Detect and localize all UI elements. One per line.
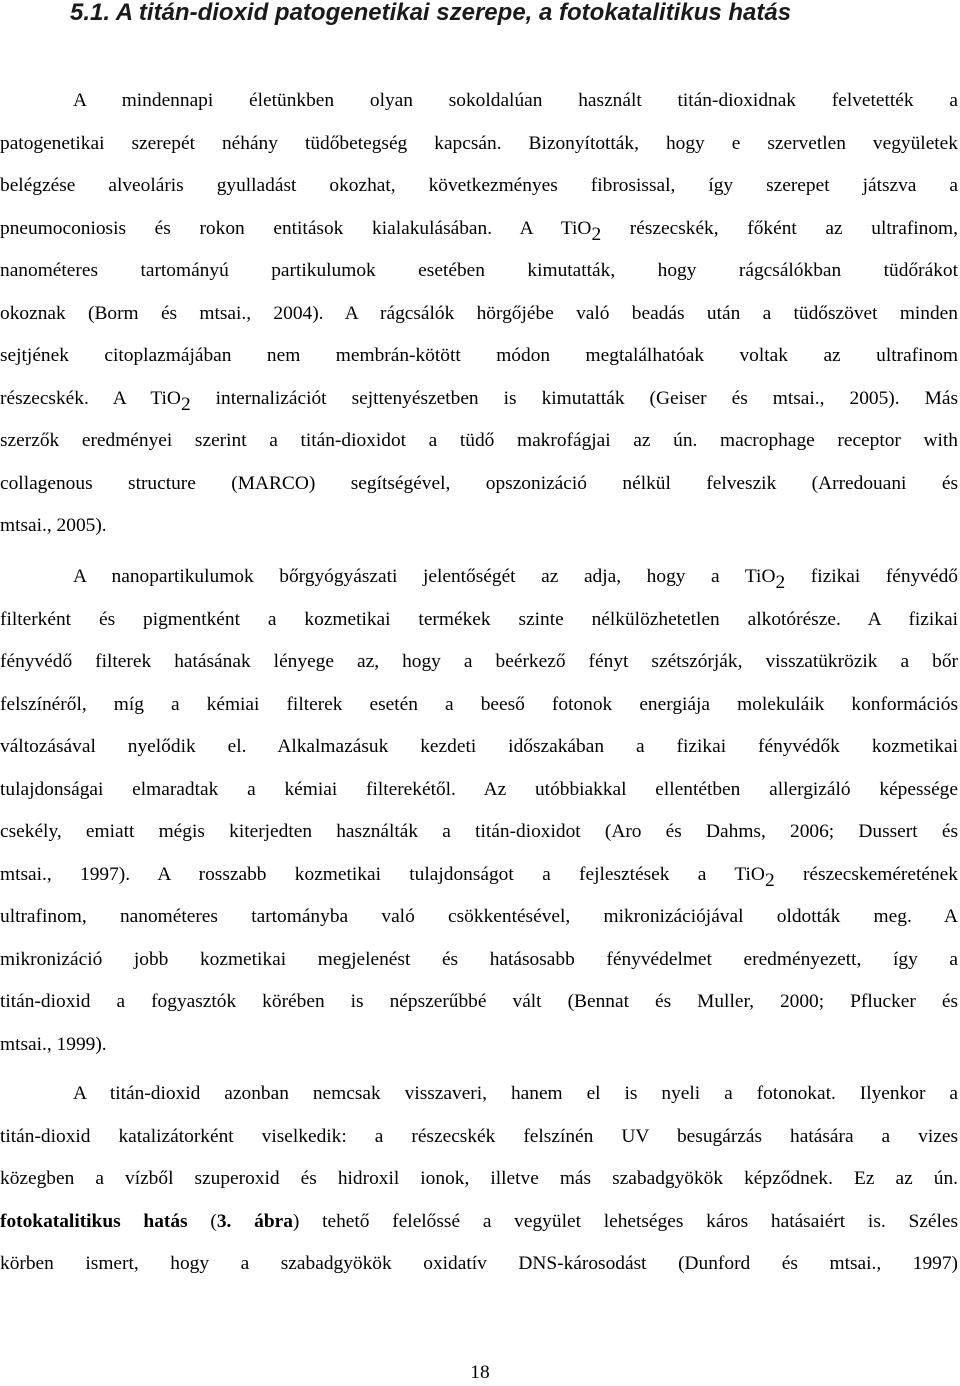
text-line: patogenetikai szerepét néhány tüdőbetegség kapcsán. Bizonyították, hogy e szervetlen vegyületek [0, 132, 958, 154]
text-line: titán-dioxid katalizátorként viselkedik: a részecskék felszínén UV besugárzás hatására a vizes [0, 1125, 958, 1147]
text-line: A mindennapi életünkben olyan sokoldalúan használt titán-dioxidnak felvetették a [73, 90, 958, 111]
text-line: A nanopartikulumok bőrgyógyászati jelentőségét az adja, hogy a TiO2 fizikai fényvédő [73, 566, 958, 593]
paragraph-2 [0, 556, 958, 1066]
text-line: mtsai., 1999). [0, 1033, 107, 1055]
subscript-two: 2 [180, 393, 191, 415]
subscript-two: 2 [764, 869, 775, 891]
emphasis-term: fotokatalitikus hatás [0, 1210, 188, 1232]
text-line: fényvédő filterek hatásának lényege az, hogy a beérkező fényt szétszórják, visszatükrözik a bőr [0, 651, 958, 672]
text-line: ultrafinom, nanométeres tartományba való csökkentésével, mikronizációjával oldották meg. A [0, 906, 958, 927]
text-line: pneumoconiosis és rokon entitások kialakulásában. A TiO2 részecskék, főként az ultrafinom, [0, 217, 958, 245]
text-line: mtsai., 2005). [0, 515, 107, 536]
text-line: sejtjének citoplazmájában nem membrán-kötött módon megtalálhatóak voltak az ultrafinom [0, 345, 958, 366]
text-line: részecskék. A TiO2 internalizációt sejttenyészetben is kimutatták (Geiser és mtsai., 2005). Más [0, 387, 959, 415]
paragraph-3 [0, 1073, 958, 1286]
page-number: 18 [470, 1362, 490, 1383]
figure-reference: 3. ábra [216, 1210, 293, 1232]
text-line: okoznak (Borm és mtsai., 2004). A rágcsálók hörgőjébe való beadás után a tüdőszövet minden [0, 302, 958, 324]
text-line: változásával nyelődik el. Alkalmazásuk kezdeti időszakában a fizikai fényvédők kozmetikai [0, 736, 958, 757]
text-line: közegben a vízből szuperoxid és hidroxil ionok, illetve más szabadgyökök képződnek. Ez az ún. [0, 1168, 958, 1189]
text-line: szerzők eredményei szerint a titán-dioxidot a tüdő makrofágjai az ún. macrophage receptor with [0, 430, 958, 451]
text-line: mikronizáció jobb kozmetikai megjelenést és hatásosabb fényvédelmet eredményezett, így a [0, 948, 958, 970]
section-title: 5.1. A titán-dioxid patogenetikai szerepe, a fotokatalitikus hatás [70, 0, 792, 26]
paragraph-1 [0, 80, 958, 548]
text-line: mtsai., 1997). A rosszabb kozmetikai tulajdonságot a fejlesztések a TiO2 részecskeméretének [0, 863, 958, 891]
text-line: csekély, emiatt mégis kiterjedten használták a titán-dioxidot (Aro és Dahms, 2006; Dussert és [0, 821, 958, 842]
subscript-two: 2 [775, 572, 786, 593]
text-line: körben ismert, hogy a szabadgyökök oxidatív DNS-károsodást (Dunford és mtsai., 1997) [0, 1253, 958, 1274]
text-line: felszínéről, míg a kémiai filterek esetén a beeső fotonok energiája molekuláik konformációs [0, 693, 958, 715]
text-line: belégzése alveoláris gyulladást okozhat, következményes fibrosissal, így szerepet játszva a [0, 175, 958, 196]
text-line: fotokatalitikus hatás (3. ábra) tehető felelőssé a vegyület lehetséges káros hatásaiért is. Széles [0, 1210, 958, 1232]
text-line: nanométeres tartományú partikulumok esetében kimutatták, hogy rágcsálókban tüdőrákot [0, 260, 958, 281]
text-line: filterként és pigmentként a kozmetikai termékek szinte nélkülözhetetlen alkotórésze. A fizikai [0, 608, 958, 630]
text-line: collagenous structure (MARCO) segítségével, opszonizáció nélkül felveszik (Arredouani és [0, 472, 958, 494]
text-line: titán-dioxid a fogyasztók körében is népszerűbbé vált (Bennat és Muller, 2000; Pflucker és [0, 991, 958, 1012]
subscript-two: 2 [591, 223, 602, 245]
text-line: A titán-dioxid azonban nemcsak visszaveri, hanem el is nyeli a fotonokat. Ilyenkor a [73, 1083, 958, 1104]
text-line: tulajdonságai elmaradtak a kémiai filterekétől. Az utóbbiakkal ellentétben allergizáló képessége [0, 778, 958, 800]
